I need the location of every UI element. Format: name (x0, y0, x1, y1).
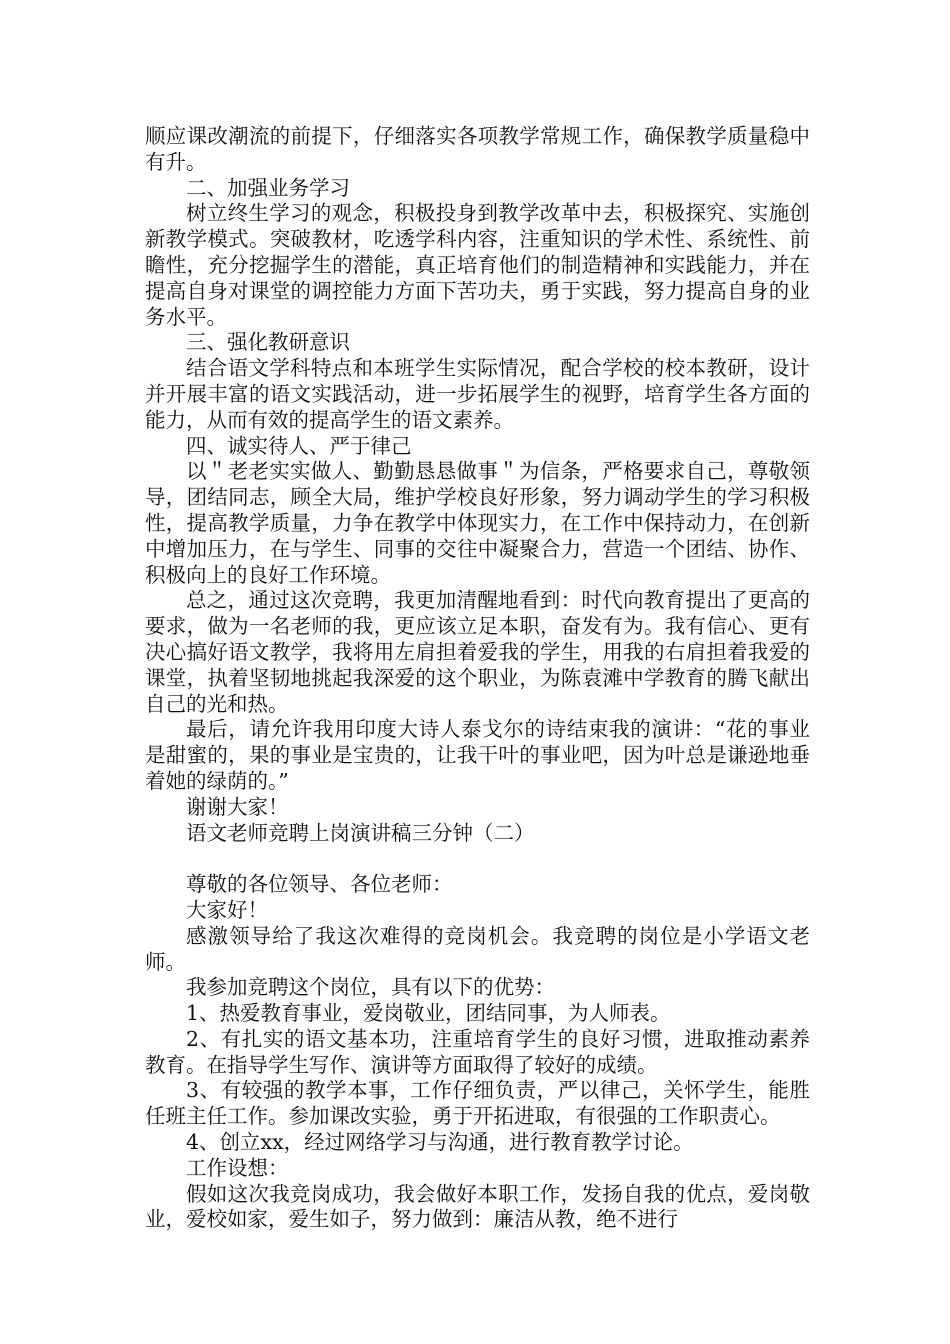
section-heading: 四、诚实待人、严于律己 (186, 433, 412, 458)
paragraph: 顺应课改潮流的前提下，仔细落实各项教学常规工作，确保教学质量稳中有升。 (145, 124, 810, 174)
speech-title: 语文老师竞聘上岗演讲稿三分钟（二） (186, 820, 535, 845)
closing-line: 谢谢大家！ (186, 794, 289, 819)
paragraph: 以＂老老实实做人、勤勤恳恳做事＂为信条，严格要求自己，尊敬领导，团结同志，顾全大局，维护学校良好形象，努力调动学生的学习积极性，提高教学质量，力争在教学中体现实力，在工作中保持动力，在创新中增加压力，在与学生、同事的交往中凝聚合力，营造一个团结、协作、积极向上的良好工作环境。 (145, 459, 810, 587)
paragraph: 结合语文学科特点和本班学生实际情况，配合学校的校本教研，设计并开展丰富的语文实践活动，进一步拓展学生的视野，培育学生各方面的能力，从而有效的提高学生的语文素养。 (145, 356, 810, 432)
salutation: 尊敬的各位领导、各位老师： (186, 872, 453, 897)
paragraph: 我参加竞聘这个岗位，具有以下的优势： (186, 975, 555, 1000)
section-heading: 三、强化教研意识 (186, 330, 350, 355)
greeting: 大家好！ (186, 897, 268, 922)
list-item: 1、热爱教育事业，爱岗敬业，团结同事，为人师表。 (186, 1001, 671, 1026)
document-page (145, 124, 810, 1233)
list-item: 3、有较强的教学本事，工作仔细负责，严以律己，关怀学生，能胜任班主任工作。参加课改实验，勇于开拓进取，有很强的工作职责心。 (145, 1078, 810, 1129)
paragraph: 最后，请允许我用印度大诗人泰戈尔的诗结束我的演讲：“花的事业是甜蜜的，果的事业是宝贵的，让我干叶的事业吧，因为叶总是谦逊地垂着她的绿荫的。” (145, 717, 810, 793)
paragraph: 感激领导给了我这次难得的竞岗机会。我竞聘的岗位是小学语文老师。 (145, 923, 810, 974)
list-item: 4、创立xx，经过网络学习与沟通，进行教育教学讨论。 (186, 1130, 694, 1155)
section-heading: 工作设想： (186, 1155, 289, 1180)
paragraph: 树立终生学习的观念，积极投身到教学改革中去，积极探究、实施创新教学模式。突破教材，吃透学科内容，注重知识的学术性、系统性、前瞻性，充分挖掘学生的潜能，真正培育他们的制造精神和实践能力，并在提高自身对课堂的调控能力方面下苦功夫，勇于实践，努力提高自身的业务水平。 (145, 201, 810, 329)
paragraph: 假如这次我竞岗成功，我会做好本职工作，发扬自我的优点，爱岗敬业，爱校如家，爱生如子，努力做到：廉洁从教，绝不进行 (145, 1181, 810, 1232)
list-item: 2、有扎实的语文基本功，注重培育学生的良好习惯，进取推动素养教育。在指导学生写作、演讲等方面取得了较好的成绩。 (145, 1026, 810, 1077)
paragraph: 总之，通过这次竞聘，我更加清醒地看到：时代向教育提出了更高的要求，做为一名老师的我，更应该立足本职，奋发有为。我有信心、更有决心搞好语文教学，我将用左肩担着爱我的学生，用我的右肩担着我爱的课堂，执着坚韧地挑起我深爱的这个职业，为陈袁滩中学教育的腾飞献出自己的光和热。 (145, 588, 810, 716)
section-heading: 二、加强业务学习 (186, 175, 350, 200)
blank-line (145, 846, 810, 872)
